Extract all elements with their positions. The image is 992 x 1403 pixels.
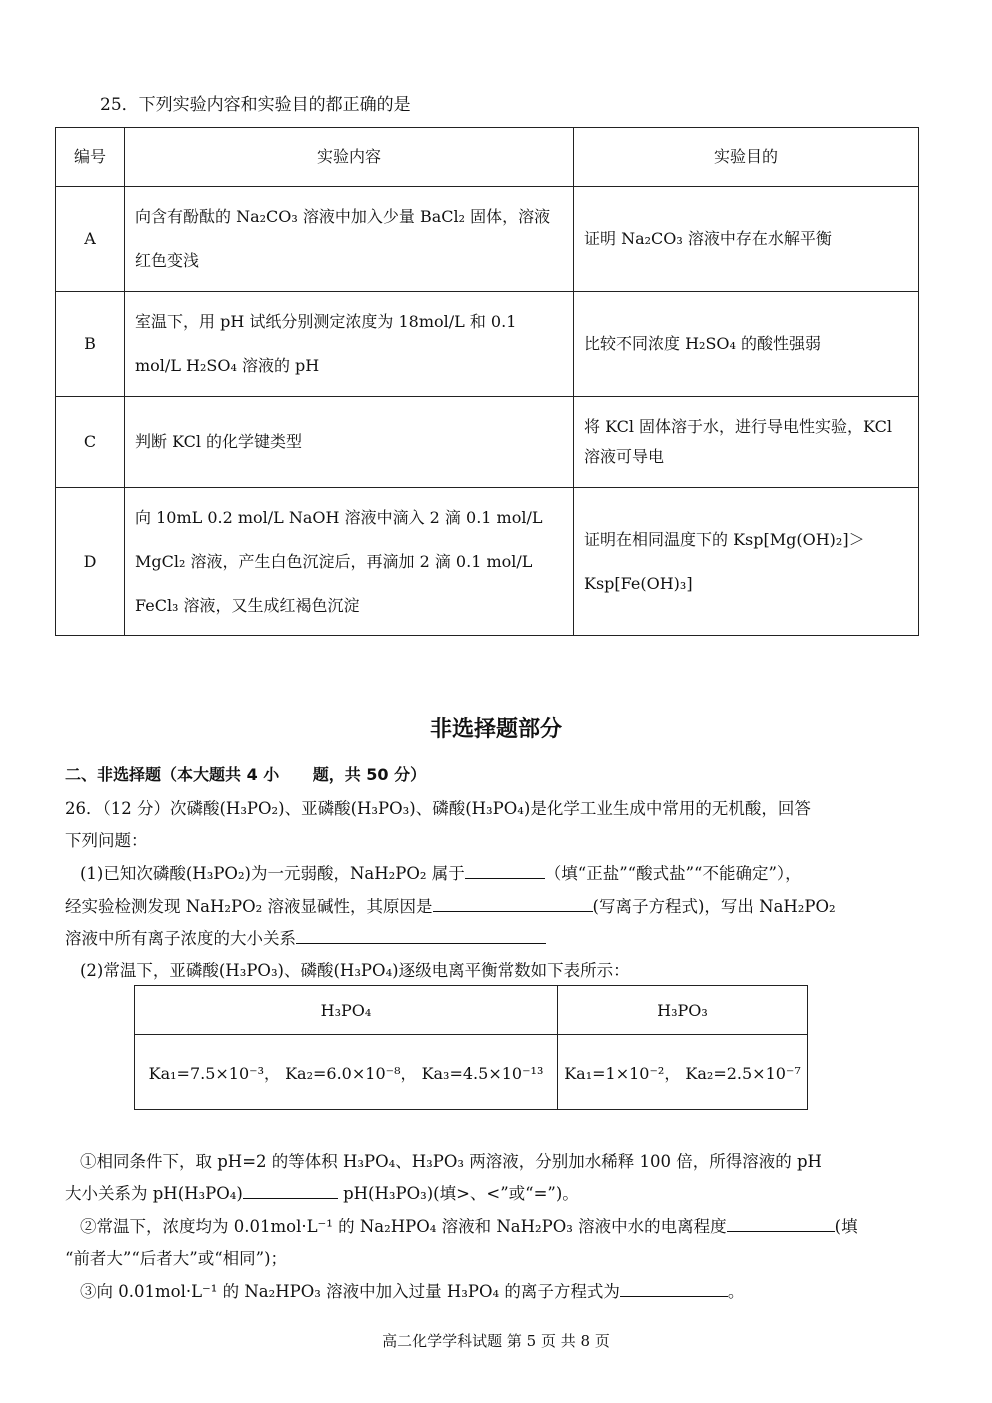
experiment-table — [55, 127, 919, 636]
answer-blank[interactable] — [243, 1180, 338, 1199]
q26-part1-line1 — [80, 860, 802, 884]
header-h3po4: H₃PO₄ — [135, 986, 558, 1035]
ka-values-h3po3: Ka₁=1×10⁻²， Ka₂=2.5×10⁻⁷ — [558, 1035, 808, 1110]
section-title: 非选择题部分 — [429, 717, 562, 742]
q26-sub2-text-b: (填 — [834, 1217, 858, 1236]
answer-blank[interactable] — [433, 893, 593, 912]
q26-sub2-text-a: ②常温下，浓度均为 0.01mol·L⁻¹ 的 Na₂HPO₄ 溶液和 NaH₂PO₃ 溶液中水的电离程度 — [80, 1217, 727, 1236]
header-h3po3: H₃PO₃ — [558, 986, 808, 1035]
q26-sub3-line — [80, 1278, 744, 1302]
header-number: 编号 — [56, 128, 125, 187]
row-label: C — [56, 397, 125, 488]
q26-sub2-line1 — [80, 1213, 858, 1237]
page-footer: 高二化学学科试题 第 5 页 共 8 页 — [382, 1332, 610, 1350]
q26-part1-text-e: 溶液中所有离子浓度的大小关系 — [65, 929, 296, 948]
answer-blank[interactable] — [296, 925, 546, 944]
table-row — [56, 488, 919, 636]
row-label: D — [56, 488, 125, 636]
answer-blank[interactable] — [620, 1278, 728, 1297]
q26-sub3-text-a: ③向 0.01mol·L⁻¹ 的 Na₂HPO₃ 溶液中加入过量 H₃PO₄ 的离子方程式为 — [80, 1282, 620, 1301]
q26-intro-line1: 26．（12 分）次磷酸(H₃PO₂)、亚磷酸(H₃PO₃)、磷酸(H₃PO₄)是化学工业生成中常用的无机酸，回答 — [65, 799, 811, 818]
table-row — [135, 1035, 808, 1110]
answer-blank[interactable] — [465, 860, 545, 879]
table-row — [56, 292, 919, 397]
q26-part1-text-c: 经实验检测发现 NaH₂PO₂ 溶液显碱性，其原因是 — [65, 897, 433, 916]
q26-sub1-text-c: pH(H₃PO₃)(填>、<”或“=”)。 — [337, 1184, 579, 1203]
q26-sub2-line2: “前者大”“后者大”或“相同”)； — [65, 1249, 288, 1268]
row-content: 向 10mL 0.2 mol/L NaOH 溶液中滴入 2 滴 0.1 mol/L MgCl₂ 溶液，产生白色沉淀后，再滴加 2 滴 0.1 mol/L FeCl₃ 溶液，又生成红褐色沉淀 — [125, 488, 574, 636]
row-content: 向含有酚酞的 Na₂CO₃ 溶液中加入少量 BaCl₂ 固体，溶液红色变浅 — [125, 187, 574, 292]
row-content: 判断 KCl 的化学键类型 — [125, 397, 574, 488]
row-purpose: 比较不同浓度 H₂SO₄ 的酸性强弱 — [574, 292, 919, 397]
header-content: 实验内容 — [125, 128, 574, 187]
q26-sub3-text-b: 。 — [727, 1282, 745, 1301]
table-row — [56, 187, 919, 292]
q26-part1-line2 — [65, 893, 836, 917]
q26-intro-line2: 下列问题： — [65, 831, 148, 850]
q26-sub1-text-b: 大小关系为 pH(H₃PO₄) — [65, 1184, 243, 1203]
question-25-title: 25．下列实验内容和实验目的都正确的是 — [100, 95, 411, 115]
row-purpose: 证明在相同温度下的 Ksp[Mg(OH)₂]＞Ksp[Fe(OH)₃] — [574, 488, 919, 636]
q26-part1-line3 — [65, 925, 546, 949]
row-purpose: 证明 Na₂CO₃ 溶液中存在水解平衡 — [574, 187, 919, 292]
q26-part1-text-d: (写离子方程式)，写出 NaH₂PO₂ — [592, 897, 836, 916]
q26-sub1-line1: ①相同条件下，取 pH=2 的等体积 H₃PO₄、H₃PO₃ 两溶液，分别加水稀释 100 倍，所得溶液的 pH — [80, 1152, 822, 1171]
row-label: B — [56, 292, 125, 397]
part2-heading: 二、非选择题（本大题共 4 小 题，共 50 分） — [65, 765, 427, 784]
answer-blank[interactable] — [727, 1213, 835, 1232]
ionization-constants-table — [134, 985, 808, 1110]
row-label: A — [56, 187, 125, 292]
ka-values-h3po4: Ka₁=7.5×10⁻³， Ka₂=6.0×10⁻⁸， Ka₃=4.5×10⁻¹³ — [135, 1035, 558, 1110]
q26-part1-text-a: (1)已知次磷酸(H₃PO₂)为一元弱酸，NaH₂PO₂ 属于 — [80, 864, 465, 883]
q26-sub1-line2 — [65, 1180, 579, 1204]
row-purpose: 将 KCl 固体溶于水，进行导电性实验，KCl 溶液可导电 — [574, 397, 919, 488]
table-row — [56, 397, 919, 488]
header-purpose: 实验目的 — [574, 128, 919, 187]
q26-part2-intro: (2)常温下，亚磷酸(H₃PO₃)、磷酸(H₃PO₄)逐级电离平衡常数如下表所示： — [80, 961, 630, 980]
table-header-row — [56, 128, 919, 187]
row-content: 室温下，用 pH 试纸分别测定浓度为 18mol/L 和 0.1 mol/L H₂SO₄ 溶液的 pH — [125, 292, 574, 397]
q26-part1-text-b: （填“正盐”“酸式盐”“不能确定”）， — [544, 864, 802, 883]
table-header-row — [135, 986, 808, 1035]
